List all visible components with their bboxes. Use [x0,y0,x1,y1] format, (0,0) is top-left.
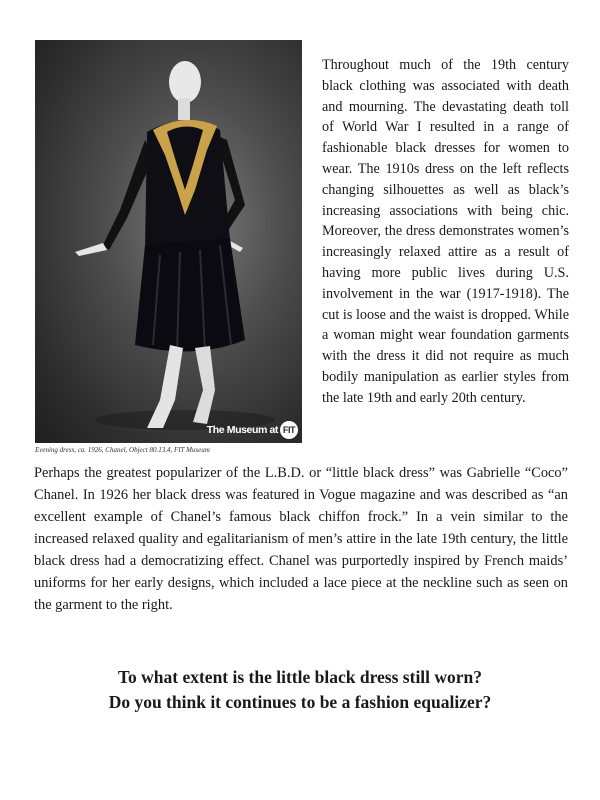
fit-logo-icon: FIT [280,421,298,439]
watermark-text: The Museum at [206,424,278,436]
question-1: To what extent is the little black dress still worn? [117,667,483,687]
photo-caption: Evening dress, ca. 1926, Chanel, Object 80.13.4, FIT Museum [35,446,210,454]
mannequin-illustration [35,40,302,443]
museum-watermark [207,421,298,439]
discussion-questions [30,665,570,715]
question-2: Do you think it continues to be a fashion equalizer? [108,692,492,712]
dress-photo [35,40,302,443]
side-paragraph: Throughout much of the 19th century black clothing was associated with death and mourning. The devastating death toll of World War I resulted in a range of fashionable black dresses for women to wear. The 1910s dress on the left reflects changing silhouettes as well as black’s increasing associations with being chic. Moreover, the dress demonstrates women’s increasingly relaxed attire as a result of having more public lives during U.S. involvement in the war (1917-1918). The cut is loose and the waist is dropped. While a woman might wear foundation garments with the dress it did not require as much bodily manipulation as earlier styles from the late 19th and early 20th century. [322,57,569,406]
main-paragraph: Perhaps the greatest popularizer of the L.B.D. or “little black dress” was Gabrielle “Coco” Chanel. In 1926 her black dress was featured in Vogue magazine and was described as “an excellent example of Chanel’s famous black chiffon frock.” In a vein similar to the increased relaxed quality and egalitarianism of men’s attire in the late 19th century, the little black dress had a democratizing effect. Chanel was purportedly inspired by French maids’ uniforms for her early designs, which included a lace piece at the neckline such as seen on the garment to the right. [34,465,568,613]
